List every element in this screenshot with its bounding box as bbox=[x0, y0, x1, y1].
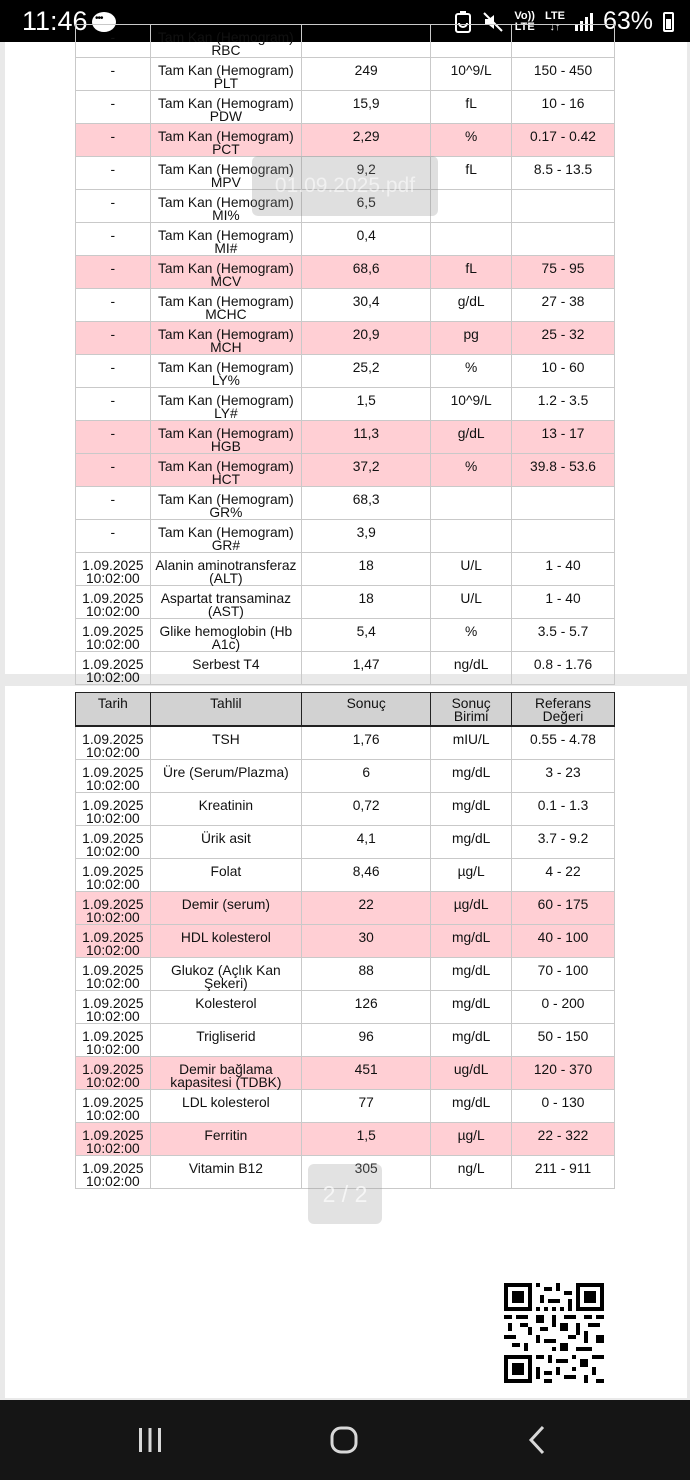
cell-date: - bbox=[76, 454, 151, 487]
table-row bbox=[76, 826, 615, 859]
cell-date: 1.09.2025 10:02:00 bbox=[76, 619, 151, 652]
cell-test: Demir (serum) bbox=[150, 892, 301, 925]
cell-test: Tam Kan (Hemogram) MCV bbox=[150, 256, 301, 289]
cell-result: 11,3 bbox=[302, 421, 431, 454]
table-row bbox=[76, 388, 615, 421]
table-row bbox=[76, 760, 615, 793]
page-indicator: 2 / 2 bbox=[308, 1164, 382, 1224]
cell-reference bbox=[512, 487, 615, 520]
cell-date: 1.09.2025 10:02:00 bbox=[76, 1156, 151, 1189]
cell-test: Folat bbox=[150, 859, 301, 892]
home-icon[interactable] bbox=[324, 1420, 364, 1460]
cell-date: - bbox=[76, 520, 151, 553]
cell-reference: 10 - 60 bbox=[512, 355, 615, 388]
cell-reference: 27 - 38 bbox=[512, 289, 615, 322]
cell-date: 1.09.2025 10:02:00 bbox=[76, 991, 151, 1024]
qr-code bbox=[504, 1283, 604, 1383]
cell-result: 1,5 bbox=[302, 1123, 431, 1156]
cell-test: Tam Kan (Hemogram) MPV bbox=[150, 157, 301, 190]
volte-indicator: Vo)) LTE bbox=[514, 9, 535, 33]
cell-result: 30 bbox=[302, 925, 431, 958]
cell-unit bbox=[431, 487, 512, 520]
cell-unit: g/dL bbox=[431, 421, 512, 454]
header-unit: Sonuç Birimi bbox=[431, 693, 512, 727]
table-row bbox=[76, 487, 615, 520]
cell-test: Tam Kan (Hemogram) LY# bbox=[150, 388, 301, 421]
table-header-row bbox=[76, 693, 615, 727]
cell-result: 15,9 bbox=[302, 91, 431, 124]
cell-test: Kreatinin bbox=[150, 793, 301, 826]
cell-reference: 8.5 - 13.5 bbox=[512, 157, 615, 190]
cell-reference bbox=[512, 520, 615, 553]
cell-test: TSH bbox=[150, 726, 301, 760]
cell-unit: µg/L bbox=[431, 1123, 512, 1156]
table-row bbox=[76, 322, 615, 355]
cell-result: 5,4 bbox=[302, 619, 431, 652]
cell-result: 126 bbox=[302, 991, 431, 1024]
cell-reference bbox=[512, 25, 615, 58]
cell-unit bbox=[431, 520, 512, 553]
table-row bbox=[76, 1024, 615, 1057]
table-row bbox=[76, 256, 615, 289]
cell-date: 1.09.2025 10:02:00 bbox=[76, 958, 151, 991]
cell-unit: mg/dL bbox=[431, 991, 512, 1024]
cell-reference: 70 - 100 bbox=[512, 958, 615, 991]
cell-test: Demir bağlama kapasitesi (TDBK) bbox=[150, 1057, 301, 1090]
cell-result: 30,4 bbox=[302, 289, 431, 322]
cell-result: 305 bbox=[302, 1156, 431, 1189]
cell-date: 1.09.2025 10:02:00 bbox=[76, 826, 151, 859]
cell-unit: mg/dL bbox=[431, 925, 512, 958]
cell-unit: U/L bbox=[431, 586, 512, 619]
cell-reference: 1 - 40 bbox=[512, 553, 615, 586]
cell-date: 1.09.2025 10:02:00 bbox=[76, 1090, 151, 1123]
cell-result: 25,2 bbox=[302, 355, 431, 388]
table-row bbox=[76, 619, 615, 652]
table-row bbox=[76, 520, 615, 553]
cell-unit: g/dL bbox=[431, 289, 512, 322]
table-row bbox=[76, 25, 615, 58]
battery-percent: 63% bbox=[602, 7, 653, 35]
cell-result: 37,2 bbox=[302, 454, 431, 487]
cell-test: Glike hemoglobin (Hb A1c) bbox=[150, 619, 301, 652]
cell-test: Tam Kan (Hemogram) LY% bbox=[150, 355, 301, 388]
cell-unit: mg/dL bbox=[431, 1090, 512, 1123]
cell-unit: ng/L bbox=[431, 1156, 512, 1189]
cell-unit: ng/dL bbox=[431, 652, 512, 685]
table-row bbox=[76, 925, 615, 958]
cell-reference: 1.2 - 3.5 bbox=[512, 388, 615, 421]
cell-test: LDL kolesterol bbox=[150, 1090, 301, 1123]
cell-test: Üre (Serum/Plazma) bbox=[150, 760, 301, 793]
cell-reference: 0 - 200 bbox=[512, 991, 615, 1024]
cell-date: - bbox=[76, 25, 151, 58]
cell-test: Tam Kan (Hemogram) MI% bbox=[150, 190, 301, 223]
table-row bbox=[76, 355, 615, 388]
table-row bbox=[76, 652, 615, 685]
cell-unit: mg/dL bbox=[431, 760, 512, 793]
results-table-page-1 bbox=[75, 24, 615, 685]
cell-date: - bbox=[76, 322, 151, 355]
cell-result: 3,9 bbox=[302, 520, 431, 553]
cell-date: 1.09.2025 10:02:00 bbox=[76, 1057, 151, 1090]
cell-test: Tam Kan (Hemogram) PLT bbox=[150, 58, 301, 91]
cell-reference: 22 - 322 bbox=[512, 1123, 615, 1156]
header-test: Tahlil bbox=[150, 693, 301, 727]
table-row bbox=[76, 454, 615, 487]
cell-unit: mg/dL bbox=[431, 826, 512, 859]
cell-result: 1,47 bbox=[302, 652, 431, 685]
cell-date: - bbox=[76, 157, 151, 190]
cell-test: Tam Kan (Hemogram) MCH bbox=[150, 322, 301, 355]
cell-test: Tam Kan (Hemogram) HCT bbox=[150, 454, 301, 487]
cell-date: - bbox=[76, 388, 151, 421]
cell-test: Ferritin bbox=[150, 1123, 301, 1156]
cell-reference: 75 - 95 bbox=[512, 256, 615, 289]
cell-unit: % bbox=[431, 355, 512, 388]
battery-icon bbox=[663, 12, 674, 32]
cell-result: 68,6 bbox=[302, 256, 431, 289]
cell-result: 77 bbox=[302, 1090, 431, 1123]
cell-unit: % bbox=[431, 619, 512, 652]
cell-test: Tam Kan (Hemogram) MCHC bbox=[150, 289, 301, 322]
cell-date: - bbox=[76, 124, 151, 157]
table-row bbox=[76, 1090, 615, 1123]
table-row bbox=[76, 223, 615, 256]
cell-date: - bbox=[76, 58, 151, 91]
table-row bbox=[76, 91, 615, 124]
table-row bbox=[76, 726, 615, 760]
table-row bbox=[76, 1057, 615, 1090]
header-reference: Referans Değeri bbox=[512, 693, 615, 727]
cell-result: 22 bbox=[302, 892, 431, 925]
header-date: Tarih bbox=[76, 693, 151, 727]
cell-result: 0,72 bbox=[302, 793, 431, 826]
table-row bbox=[76, 421, 615, 454]
cell-date: - bbox=[76, 289, 151, 322]
status-time: 11:46 bbox=[22, 6, 88, 36]
cell-test: Kolesterol bbox=[150, 991, 301, 1024]
cell-reference: 10 - 16 bbox=[512, 91, 615, 124]
cell-test: Tam Kan (Hemogram) RBC bbox=[150, 25, 301, 58]
cell-result: 249 bbox=[302, 58, 431, 91]
cell-result: 0,4 bbox=[302, 223, 431, 256]
cell-date: 1.09.2025 10:02:00 bbox=[76, 1024, 151, 1057]
cell-date: - bbox=[76, 256, 151, 289]
cell-reference: 211 - 911 bbox=[512, 1156, 615, 1189]
cell-date: 1.09.2025 10:02:00 bbox=[76, 760, 151, 793]
table-row bbox=[76, 793, 615, 826]
cell-unit: mg/dL bbox=[431, 1024, 512, 1057]
pdf-page-2[interactable] bbox=[5, 686, 687, 1398]
back-icon[interactable] bbox=[518, 1420, 558, 1460]
cell-unit: mg/dL bbox=[431, 793, 512, 826]
cell-test: HDL kolesterol bbox=[150, 925, 301, 958]
table-row bbox=[76, 586, 615, 619]
cell-reference bbox=[512, 190, 615, 223]
cell-date: - bbox=[76, 487, 151, 520]
cell-reference: 0 - 130 bbox=[512, 1090, 615, 1123]
cell-reference: 60 - 175 bbox=[512, 892, 615, 925]
table-row bbox=[76, 958, 615, 991]
cell-test: Trigliserid bbox=[150, 1024, 301, 1057]
cell-test: Aspartat transaminaz (AST) bbox=[150, 586, 301, 619]
cell-result: 88 bbox=[302, 958, 431, 991]
cell-result: 20,9 bbox=[302, 322, 431, 355]
cell-date: 1.09.2025 10:02:00 bbox=[76, 1123, 151, 1156]
cell-unit: 10^9/L bbox=[431, 58, 512, 91]
cell-result: 451 bbox=[302, 1057, 431, 1090]
table-row bbox=[76, 124, 615, 157]
cell-result: 96 bbox=[302, 1024, 431, 1057]
cell-date: - bbox=[76, 223, 151, 256]
cell-unit: µg/L bbox=[431, 859, 512, 892]
cell-reference: 150 - 450 bbox=[512, 58, 615, 91]
pdf-page-1[interactable] bbox=[5, 30, 687, 685]
cell-test: Tam Kan (Hemogram) PCT bbox=[150, 124, 301, 157]
cell-reference: 0.55 - 4.78 bbox=[512, 726, 615, 760]
cell-result: 9,2 bbox=[302, 157, 431, 190]
cell-unit: pg bbox=[431, 322, 512, 355]
cell-date: 1.09.2025 10:02:00 bbox=[76, 892, 151, 925]
cell-result: 18 bbox=[302, 553, 431, 586]
cell-unit: % bbox=[431, 454, 512, 487]
cell-result: 18 bbox=[302, 586, 431, 619]
cell-date: 1.09.2025 10:02:00 bbox=[76, 859, 151, 892]
table-row bbox=[76, 859, 615, 892]
table-row bbox=[76, 991, 615, 1024]
cell-reference bbox=[512, 223, 615, 256]
table-row bbox=[76, 58, 615, 91]
cell-reference: 3.7 - 9.2 bbox=[512, 826, 615, 859]
cell-reference: 39.8 - 53.6 bbox=[512, 454, 615, 487]
cell-test: Vitamin B12 bbox=[150, 1156, 301, 1189]
cell-date: 1.09.2025 10:02:00 bbox=[76, 726, 151, 760]
cell-reference: 0.8 - 1.76 bbox=[512, 652, 615, 685]
cell-test: Serbest T4 bbox=[150, 652, 301, 685]
table-row bbox=[76, 892, 615, 925]
cell-reference: 120 - 370 bbox=[512, 1057, 615, 1090]
cell-unit: % bbox=[431, 124, 512, 157]
cell-reference: 13 - 17 bbox=[512, 421, 615, 454]
cell-reference: 3.5 - 5.7 bbox=[512, 619, 615, 652]
cell-test: Tam Kan (Hemogram) PDW bbox=[150, 91, 301, 124]
header-result: Sonuç bbox=[302, 693, 431, 727]
cell-unit: fL bbox=[431, 91, 512, 124]
lte-indicator: LTE ↓↑ bbox=[544, 9, 565, 33]
file-name-overlay: 01.09.2025.pdf bbox=[252, 156, 438, 216]
cell-reference: 1 - 40 bbox=[512, 586, 615, 619]
cell-result: 2,29 bbox=[302, 124, 431, 157]
cell-unit: mIU/L bbox=[431, 726, 512, 760]
cell-date: - bbox=[76, 91, 151, 124]
cell-unit: µg/dL bbox=[431, 892, 512, 925]
cell-date: 1.09.2025 10:02:00 bbox=[76, 586, 151, 619]
cell-reference: 40 - 100 bbox=[512, 925, 615, 958]
cell-reference: 4 - 22 bbox=[512, 859, 615, 892]
results-table-page-2 bbox=[75, 692, 615, 1189]
cell-unit: ug/dL bbox=[431, 1057, 512, 1090]
cell-date: 1.09.2025 10:02:00 bbox=[76, 793, 151, 826]
cell-result: 6,5 bbox=[302, 190, 431, 223]
cell-unit: U/L bbox=[431, 553, 512, 586]
cell-result: 68,3 bbox=[302, 487, 431, 520]
cell-test: Alanin aminotransferaz (ALT) bbox=[150, 553, 301, 586]
navigation-bar bbox=[0, 1400, 690, 1480]
cell-result bbox=[302, 25, 431, 58]
cell-unit bbox=[431, 25, 512, 58]
cell-result: 1,5 bbox=[302, 388, 431, 421]
cell-unit: fL bbox=[431, 256, 512, 289]
cell-test: Glukoz (Açlık Kan Şekeri) bbox=[150, 958, 301, 991]
cell-reference: 0.1 - 1.3 bbox=[512, 793, 615, 826]
cell-reference: 25 - 32 bbox=[512, 322, 615, 355]
cell-result: 8,46 bbox=[302, 859, 431, 892]
cell-test: Tam Kan (Hemogram) GR# bbox=[150, 520, 301, 553]
cell-result: 6 bbox=[302, 760, 431, 793]
table-row bbox=[76, 553, 615, 586]
cell-unit bbox=[431, 223, 512, 256]
cell-unit: fL bbox=[431, 157, 512, 190]
cell-date: - bbox=[76, 190, 151, 223]
table-row bbox=[76, 289, 615, 322]
cell-unit bbox=[431, 190, 512, 223]
cell-reference: 3 - 23 bbox=[512, 760, 615, 793]
cell-test: Tam Kan (Hemogram) GR% bbox=[150, 487, 301, 520]
cell-test: Tam Kan (Hemogram) MI# bbox=[150, 223, 301, 256]
cell-unit: mg/dL bbox=[431, 958, 512, 991]
cell-reference: 50 - 150 bbox=[512, 1024, 615, 1057]
table-row bbox=[76, 1123, 615, 1156]
cell-test: Ürik asit bbox=[150, 826, 301, 859]
recent-apps-icon[interactable] bbox=[130, 1420, 170, 1460]
cell-date: 1.09.2025 10:02:00 bbox=[76, 925, 151, 958]
cell-date: 1.09.2025 10:02:00 bbox=[76, 553, 151, 586]
cell-unit: 10^9/L bbox=[431, 388, 512, 421]
cell-date: - bbox=[76, 421, 151, 454]
cell-result: 4,1 bbox=[302, 826, 431, 859]
cell-date: - bbox=[76, 355, 151, 388]
cell-test: Tam Kan (Hemogram) HGB bbox=[150, 421, 301, 454]
cell-reference: 0.17 - 0.42 bbox=[512, 124, 615, 157]
cell-date: 1.09.2025 10:02:00 bbox=[76, 652, 151, 685]
cell-result: 1,76 bbox=[302, 726, 431, 760]
